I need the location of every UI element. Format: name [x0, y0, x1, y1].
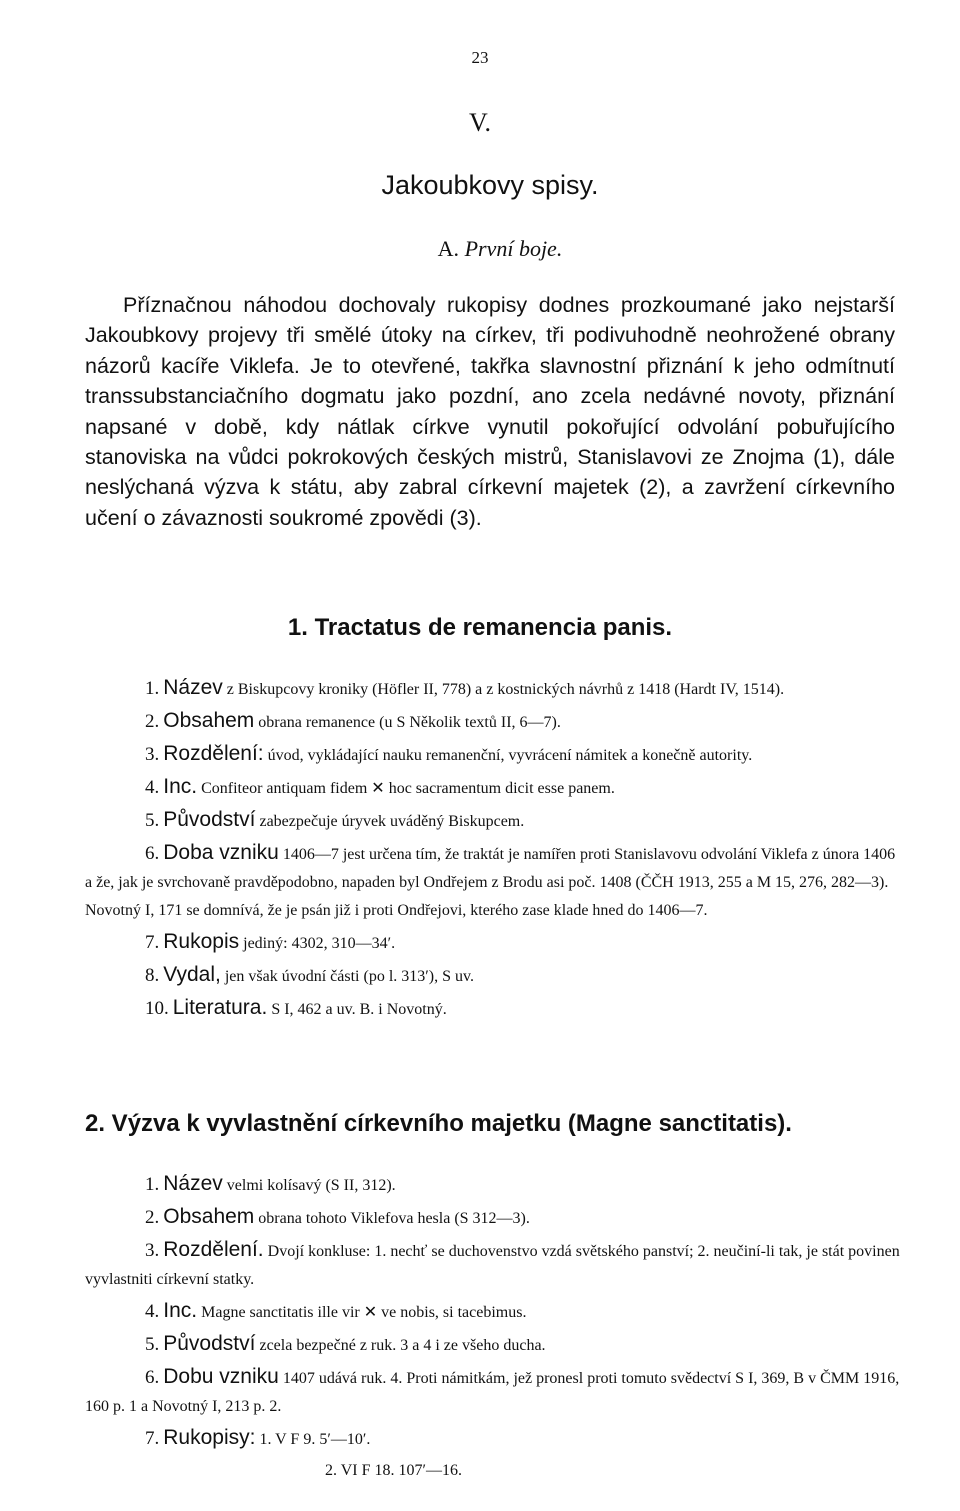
item-text: úvod, vykládající nauku remanenční, vyvrácení námitek a konečně autority. — [267, 747, 753, 764]
item-label: Dobu vzniku — [163, 1365, 279, 1388]
item-text: velmi kolísavý (S II, 312). — [226, 1177, 396, 1194]
item-label: Doba vzniku — [163, 841, 279, 864]
chapter-title: Jakoubkovy spisy. — [381, 170, 599, 200]
item-label: Původství — [163, 808, 256, 831]
item-number: 2. — [145, 1207, 160, 1228]
item-number: 5. — [145, 1334, 160, 1355]
list-item — [85, 1203, 900, 1233]
list-item — [85, 740, 900, 770]
item-label: Rukopisy: — [163, 1426, 256, 1449]
item-number: 7. — [145, 932, 160, 953]
item-text: Confiteor antiquam fidem ✕ hoc sacramentum dicit esse panem. — [201, 780, 615, 797]
item-number: 4. — [145, 1301, 160, 1322]
item-number: 1. — [145, 678, 160, 699]
item-text: 1407 udává ruk. 4. Proti námitkám, jež pronesl proti tomuto svědectví S I, 369, B v ČMM 1916, 160 p. 1 a Novotný I, 213 p. 2. — [85, 1370, 900, 1415]
item-label: Název — [163, 1172, 223, 1195]
list-item — [85, 1170, 900, 1200]
item-label: Obsahem — [163, 1205, 255, 1228]
item-text: Dvojí konkluse: 1. nechť se duchovenstvo vzdá světského panství; 2. neučiní-li tak, je stát povinen vyvlastniti církevní statky. — [85, 1243, 900, 1288]
item-label: Rozdělení: — [163, 742, 264, 765]
item-number: 7. — [145, 1428, 160, 1449]
chapter-number: V. — [469, 108, 491, 137]
page-number: 23 — [471, 48, 489, 67]
item-text: Magne sanctitatis ille vir ✕ ve nobis, si tacebimus. — [201, 1304, 527, 1321]
item-text: jediný: 4302, 310—34′. — [243, 935, 396, 952]
list-item — [85, 1236, 900, 1294]
subtitle — [380, 236, 620, 262]
item-number: 6. — [145, 1367, 160, 1388]
item-text: S I, 462 a uv. B. i Novotný. — [271, 1001, 447, 1018]
item-label: Obsahem — [163, 709, 255, 732]
subtitle-text: První boje. — [464, 236, 563, 261]
item-number: 8. — [145, 965, 160, 986]
item-label: Rozdělení. — [163, 1238, 264, 1261]
list-item — [85, 839, 900, 925]
list-item — [85, 928, 900, 958]
item-label: Inc. — [163, 775, 198, 798]
item-number: 5. — [145, 810, 160, 831]
intro-paragraph: Příznačnou náhodou dochovaly rukopisy dodnes prozkoumané jako nejstarší Jakoubkovy projevy tři smělé útoky na církev, tři podivuhodně neohrožené obrany názorů kacíře Viklefa. Je to otevřené, takřka slavnostní přiznání k jeho odmítnutí transsubstanciačního dogmatu jako pozdní, ano zcela nedávné novoty, přiznání napsané v době, kdy nátlak církve vynutil pokořující odvolání pobuřujícího stanoviska na vůdci pokrokových českých mistrů, Stanislavovi ze Znojma (1), dále neslýchaná výzva k státu, aby zabral církevní majetek (2), a zavržení církevního učení o závaznosti soukromé zpovědi (3). — [85, 293, 895, 530]
item-text: 1. V F 9. 5′—10′. — [259, 1431, 371, 1448]
item-number: 1. — [145, 1174, 160, 1195]
section-2-heading: 2. Výzva k vyvlastnění církevního majetku (Magne sanctitatis). — [85, 1110, 792, 1137]
section-1-list — [85, 674, 900, 1027]
list-item-continuation: 2. VI F 18. 107′—16. — [325, 1462, 462, 1479]
item-label: Literatura. — [172, 996, 268, 1019]
list-item — [85, 1297, 900, 1327]
item-label: Původství — [163, 1332, 256, 1355]
item-number: 3. — [145, 744, 160, 765]
item-text: obrana tohoto Viklefova hesla (S 312—3). — [258, 1210, 530, 1227]
list-item — [85, 994, 900, 1024]
item-text: z Biskupcovy kroniky (Höfler II, 778) a z kostnických návrhů z 1418 (Hardt IV, 1514). — [226, 681, 785, 698]
section-1-heading: 1. Tractatus de remanencia panis. — [287, 614, 673, 641]
list-item — [85, 1330, 900, 1360]
subtitle-letter: A. — [437, 236, 460, 261]
item-number: 10. — [145, 998, 169, 1019]
list-item — [85, 1363, 900, 1421]
list-item — [85, 674, 900, 704]
item-number: 3. — [145, 1240, 160, 1261]
list-item — [85, 707, 900, 737]
item-label: Název — [163, 676, 223, 699]
section-2-list — [85, 1170, 900, 1488]
item-number: 2. — [145, 711, 160, 732]
item-text: zabezpečuje úryvek uváděný Biskupcem. — [259, 813, 525, 830]
item-number: 4. — [145, 777, 160, 798]
item-text: jen však úvodní části (po l. 313′), S uv. — [224, 968, 474, 985]
list-item — [85, 806, 900, 836]
item-text: 1406—7 jest určena tím, že traktát je namířen proti Stanislavovu odvolání Viklefa z února 1406 a že, jak je svrchovaně pravděpodobno, napaden byl Ondřejem z Brodu asi poč. 1408 (ČČH 1913, 255 a M 15, 276, 282—3). Novotný I, 171 se domnívá, že je psán již i proti Ondřejovi, kterého zase klade hned do 1406—7. — [85, 846, 896, 919]
item-number: 6. — [145, 843, 160, 864]
item-label: Vydal, — [163, 963, 221, 986]
item-label: Inc. — [163, 1299, 198, 1322]
item-label: Rukopis — [163, 930, 240, 953]
item-text: zcela bezpečné z ruk. 3 a 4 i ze všeho ducha. — [259, 1337, 546, 1354]
list-item — [85, 961, 900, 991]
list-item — [85, 1424, 900, 1454]
list-item — [85, 773, 900, 803]
item-text: obrana remanence (u S Několik textů II, 6—7). — [258, 714, 561, 731]
